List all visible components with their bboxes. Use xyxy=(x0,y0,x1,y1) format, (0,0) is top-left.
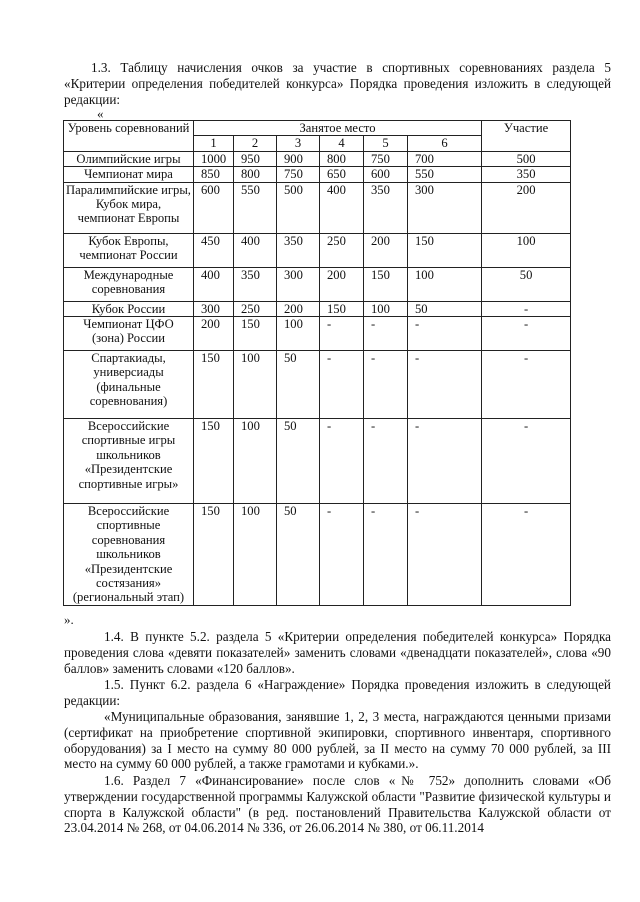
place-2-cell: 250 xyxy=(234,301,277,316)
table-row xyxy=(64,233,571,267)
place-4-cell: - xyxy=(320,317,364,351)
level-cell: Международные соревнования xyxy=(64,267,194,301)
place-5-cell: - xyxy=(364,351,408,419)
place-2-cell: 550 xyxy=(234,182,277,233)
participation-cell: - xyxy=(482,301,571,316)
table-row xyxy=(64,301,571,316)
paragraph-1-6: 1.6. Раздел 7 «Финансирование» после слов «№ 752» дополнить словами «Об утверждении государственной программы Калужской области "Развитие физической культуры и спорта в Калужской области" (в ред. постановлений Правительства Калужской области от 23.04.2014 № 268, от 04.06.2014 № 336, от 26.06.2014 № 380, от 06.11.2014 xyxy=(64,773,611,836)
place-5-cell: 100 xyxy=(364,301,408,316)
header-place-2: 2 xyxy=(234,136,277,151)
place-4-cell: 650 xyxy=(320,167,364,182)
table-quote-close: ». xyxy=(64,612,74,627)
place-6-cell: 300 xyxy=(408,182,482,233)
level-cell: Чемпионат мира xyxy=(64,167,194,182)
place-3-cell: 350 xyxy=(277,233,320,267)
place-5-cell: 150 xyxy=(364,267,408,301)
place-6-cell: 50 xyxy=(408,301,482,316)
participation-cell: - xyxy=(482,317,571,351)
header-level: Уровень соревнований xyxy=(64,121,194,152)
place-2-cell: 100 xyxy=(234,504,277,606)
place-3-cell: 900 xyxy=(277,151,320,166)
place-1-cell: 850 xyxy=(194,167,234,182)
place-6-cell: - xyxy=(408,317,482,351)
place-3-cell: 200 xyxy=(277,301,320,316)
table-header-row-1 xyxy=(64,121,571,136)
place-2-cell: 950 xyxy=(234,151,277,166)
points-table xyxy=(63,120,571,606)
participation-cell: 100 xyxy=(482,233,571,267)
participation-cell: 350 xyxy=(482,167,571,182)
table-row xyxy=(64,504,571,606)
table-row xyxy=(64,317,571,351)
header-place-1: 1 xyxy=(194,136,234,151)
place-3-cell: 500 xyxy=(277,182,320,233)
place-1-cell: 400 xyxy=(194,267,234,301)
place-6-cell: 550 xyxy=(408,167,482,182)
table-row xyxy=(64,351,571,419)
place-5-cell: - xyxy=(364,317,408,351)
level-cell: Олимпийские игры xyxy=(64,151,194,166)
level-cell: Всероссийские спортивные соревнования школьников «Президентские состязания» (региональный этап) xyxy=(64,504,194,606)
place-5-cell: 750 xyxy=(364,151,408,166)
place-4-cell: 800 xyxy=(320,151,364,166)
place-1-cell: 150 xyxy=(194,419,234,504)
place-2-cell: 100 xyxy=(234,351,277,419)
place-2-cell: 350 xyxy=(234,267,277,301)
place-2-cell: 150 xyxy=(234,317,277,351)
table-row xyxy=(64,419,571,504)
place-2-cell: 100 xyxy=(234,419,277,504)
table-row xyxy=(64,167,571,182)
level-cell: Кубок Европы, чемпионат России xyxy=(64,233,194,267)
level-cell: Всероссийские спортивные игры школьников «Президентские спортивные игры» xyxy=(64,419,194,504)
participation-cell: 50 xyxy=(482,267,571,301)
paragraph-1-4: 1.4. В пункте 5.2. раздела 5 «Критерии определения победителей конкурса» Порядка проведения слова «девяти показателей» заменить словами «двенадцати показателей», слова «90 баллов» заменить словами «120 баллов». xyxy=(64,629,611,676)
place-6-cell: 700 xyxy=(408,151,482,166)
place-4-cell: 150 xyxy=(320,301,364,316)
place-4-cell: 250 xyxy=(320,233,364,267)
level-cell: Спартакиады, универсиады (финальные соревнования) xyxy=(64,351,194,419)
place-2-cell: 800 xyxy=(234,167,277,182)
place-1-cell: 300 xyxy=(194,301,234,316)
table-row xyxy=(64,182,571,233)
place-5-cell: - xyxy=(364,504,408,606)
header-place-3: 3 xyxy=(277,136,320,151)
table-row xyxy=(64,267,571,301)
place-4-cell: - xyxy=(320,504,364,606)
place-3-cell: 50 xyxy=(277,504,320,606)
header-place-6: 6 xyxy=(408,136,482,151)
place-3-cell: 50 xyxy=(277,419,320,504)
table-row xyxy=(64,151,571,166)
place-1-cell: 600 xyxy=(194,182,234,233)
place-3-cell: 100 xyxy=(277,317,320,351)
header-place-5: 5 xyxy=(364,136,408,151)
place-3-cell: 300 xyxy=(277,267,320,301)
paragraph-1-5: 1.5. Пункт 6.2. раздела 6 «Награждение» Порядка проведения изложить в следующей редакции: xyxy=(64,677,611,708)
header-place: Занятое место xyxy=(194,121,482,136)
place-3-cell: 750 xyxy=(277,167,320,182)
level-cell: Кубок России xyxy=(64,301,194,316)
paragraph-1-3: 1.3. Таблицу начисления очков за участие в спортивных соревнованиях раздела 5 «Критерии определения победителей конкурса» Порядка проведения изложить в следующей редакции: xyxy=(64,60,611,107)
place-1-cell: 450 xyxy=(194,233,234,267)
place-3-cell: 50 xyxy=(277,351,320,419)
place-5-cell: 350 xyxy=(364,182,408,233)
participation-cell: - xyxy=(482,419,571,504)
place-1-cell: 200 xyxy=(194,317,234,351)
place-4-cell: 200 xyxy=(320,267,364,301)
participation-cell: - xyxy=(482,504,571,606)
place-6-cell: - xyxy=(408,504,482,606)
table-quote-open: « xyxy=(97,106,104,121)
place-4-cell: - xyxy=(320,419,364,504)
participation-cell: - xyxy=(482,351,571,419)
level-cell: Паралимпийские игры, Кубок мира, чемпионат Европы xyxy=(64,182,194,233)
place-1-cell: 150 xyxy=(194,504,234,606)
header-place-4: 4 xyxy=(320,136,364,151)
paragraph-1-5-quote: «Муниципальные образования, занявшие 1, 2, 3 места, награждаются ценными призами (сертификат на приобретение спортивной экипировки, спортивного инвентаря, спортивного оборудования) за I место на сумму 80 000 рублей, за II место на сумму 70 000 рублей, за III место на сумму 60 000 рублей, а также грамотами и кубками.». xyxy=(64,709,611,772)
level-cell: Чемпионат ЦФО (зона) России xyxy=(64,317,194,351)
place-5-cell: - xyxy=(364,419,408,504)
place-6-cell: - xyxy=(408,351,482,419)
place-1-cell: 150 xyxy=(194,351,234,419)
place-5-cell: 600 xyxy=(364,167,408,182)
place-6-cell: 100 xyxy=(408,267,482,301)
place-4-cell: - xyxy=(320,351,364,419)
place-2-cell: 400 xyxy=(234,233,277,267)
place-5-cell: 200 xyxy=(364,233,408,267)
place-4-cell: 400 xyxy=(320,182,364,233)
participation-cell: 200 xyxy=(482,182,571,233)
participation-cell: 500 xyxy=(482,151,571,166)
place-6-cell: 150 xyxy=(408,233,482,267)
header-participation: Участие xyxy=(482,121,571,152)
place-1-cell: 1000 xyxy=(194,151,234,166)
place-6-cell: - xyxy=(408,419,482,504)
